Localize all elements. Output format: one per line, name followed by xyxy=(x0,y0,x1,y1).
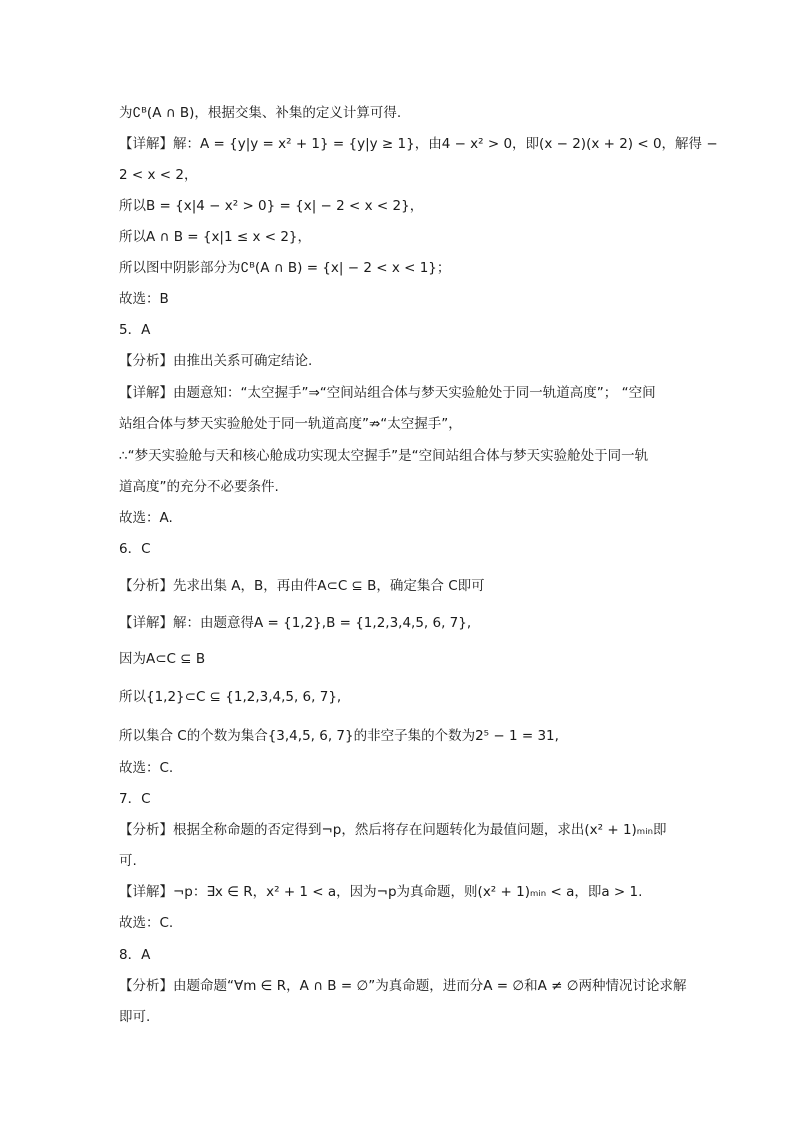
text-line: 所以A ∩ B = {x|1 ≤ x < 2}， xyxy=(119,229,312,245)
text-line: 【分析】根据全称命题的否定得到¬p，然后将存在问题转化为最值问题，求出(x² + 1)ₘᵢₙ即 xyxy=(119,822,667,838)
text-line: 故选：B xyxy=(119,291,169,307)
text-line: 故选：A. xyxy=(119,510,173,526)
question-number: 8．A xyxy=(119,947,151,963)
text-line: 为∁ᴮ(A ∩ B)，根据交集、补集的定义计算可得. xyxy=(119,105,402,121)
text-line: 【分析】由题命题“∀m ∈ R，A ∩ B = ∅”为真命题，进而分A = ∅和A ≠ ∅两种情况讨论求解 xyxy=(119,978,687,994)
text-line: 故选：C. xyxy=(119,915,174,931)
text-line: 所以集合 C的个数为集合{3,4,5, 6, 7}的非空子集的个数为2⁵ − 1 = 31, xyxy=(119,728,559,744)
text-line: 【分析】先求出集 A，B，再由件A⊂C ⊆ B，确定集合 C即可 xyxy=(119,578,485,594)
question-number: 6．C xyxy=(119,541,151,557)
text-line: ∴“梦天实验舱与天和核心舱成功实现太空握手”是“空间站组合体与梦天实验舱处于同一轨 xyxy=(119,448,649,464)
text-line: 【详解】解：A = {y|y = x² + 1} = {y|y ≥ 1}，由4 − x² > 0，即(x − 2)(x + 2) < 0，解得 − xyxy=(119,136,718,152)
text-line: 所以图中阴影部分为∁ᴮ(A ∩ B) = {x| − 2 < x < 1}； xyxy=(119,260,451,276)
text-line: 可. xyxy=(119,853,137,869)
text-line: 【详解】解：由题意得A = {1,2},B = {1,2,3,4,5, 6, 7}, xyxy=(119,615,472,631)
text-line: 即可. xyxy=(119,1009,151,1025)
text-line: 故选：C. xyxy=(119,760,174,776)
text-line: 【详解】由题意知：“太空握手”⇒“空间站组合体与梦天实验舱处于同一轨道高度”； “空间 xyxy=(119,385,656,401)
text-line: 道高度”的充分不必要条件. xyxy=(119,479,279,495)
text-line: 【分析】由推出关系可确定结论. xyxy=(119,353,313,369)
text-line: 站组合体与梦天实验舱处于同一轨道高度”⇏“太空握手”， xyxy=(119,416,462,432)
text-line: 【详解】¬p：∃x ∈ R，x² + 1 < a，因为¬p为真命题，则(x² + 1)ₘᵢₙ < a，即a > 1. xyxy=(119,884,643,900)
text-line: 所以B = {x|4 − x² > 0} = {x| − 2 < x < 2}， xyxy=(119,198,424,214)
question-number: 7．C xyxy=(119,791,151,807)
question-number: 5．A xyxy=(119,322,151,338)
text-line: 所以{1,2}⊂C ⊆ {1,2,3,4,5, 6, 7}, xyxy=(119,689,342,705)
text-line: 2 < x < 2， xyxy=(119,167,198,183)
text-line: 因为A⊂C ⊆ B xyxy=(119,651,206,667)
